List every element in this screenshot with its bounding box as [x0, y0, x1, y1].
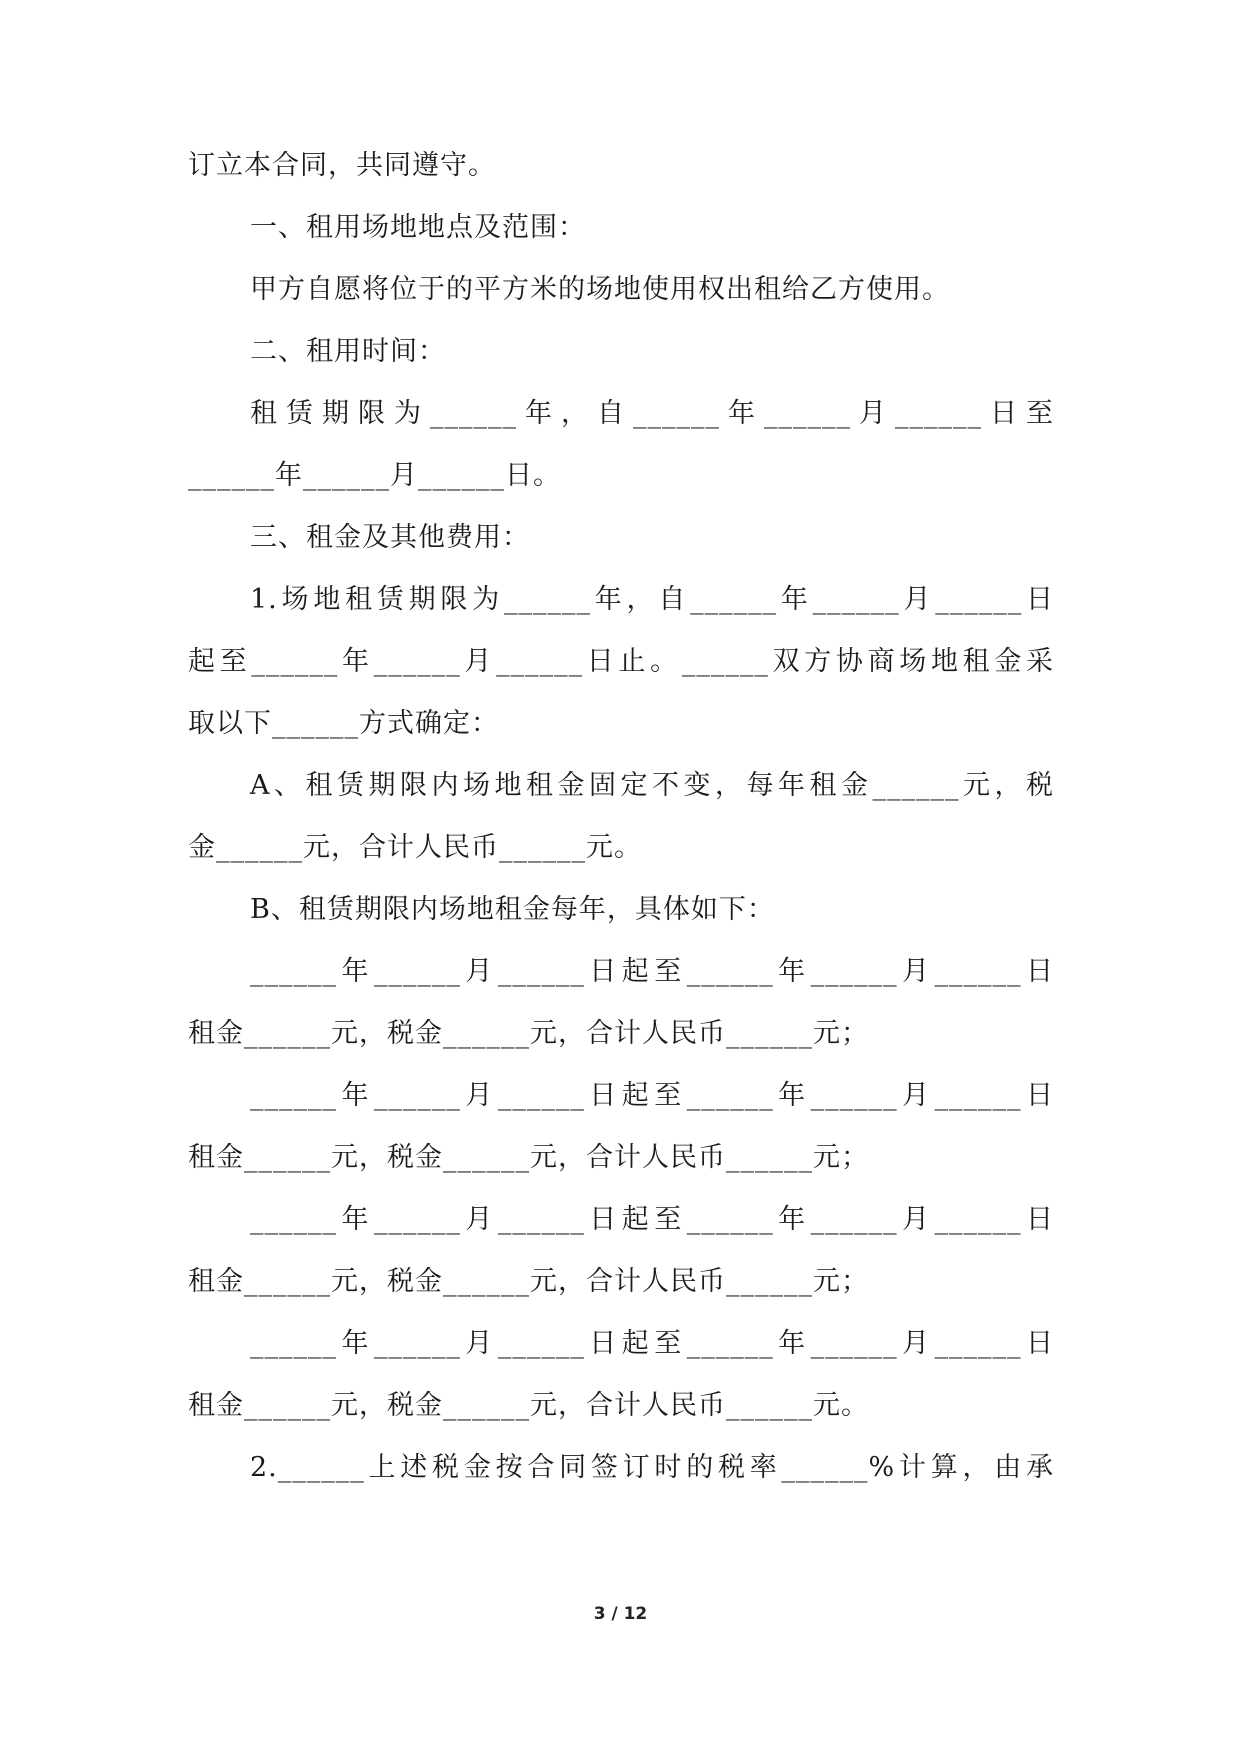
text-line: ______年______月______日。 [188, 460, 561, 491]
text-line: 租金______元，税金______元，合计人民币______元。 [188, 1390, 869, 1421]
text-line: ______年______月______日起至______年______月______日 [250, 1204, 1054, 1235]
text-line: 租金______元，税金______元，合计人民币______元； [188, 1142, 869, 1173]
text-line: ______年______月______日起至______年______月______日 [250, 956, 1054, 987]
section-heading: 二、租用时间： [250, 336, 446, 367]
text-line: ______年______月______日起至______年______月______日 [250, 1328, 1054, 1359]
text-line: 取以下______方式确定： [188, 708, 499, 739]
text-line: 1.场地租赁期限为______年，自______年______月______日 [250, 584, 1054, 615]
section-heading: 一、租用场地地点及范围： [250, 212, 586, 243]
text-line: 金______元，合计人民币______元。 [188, 832, 642, 863]
text-line: 租赁期限为______年，自______年______月______日至 [250, 398, 1054, 429]
text-line: 租金______元，税金______元，合计人民币______元； [188, 1018, 869, 1049]
text-line: B、租赁期限内场地租金每年，具体如下： [250, 894, 775, 925]
text-line: 甲方自愿将位于的平方米的场地使用权出租给乙方使用。 [250, 274, 950, 305]
text-line: 2.______上述税金按合同签订时的税率______%计算，由承 [250, 1452, 1054, 1483]
text-line: A、租赁期限内场地租金固定不变，每年租金______元，税 [250, 770, 1054, 801]
text-line: ______年______月______日起至______年______月______日 [250, 1080, 1054, 1111]
section-heading: 三、租金及其他费用： [250, 522, 530, 553]
text-line: 起至______年______月______日止。______双方协商场地租金采 [188, 646, 1054, 677]
page-number: 3 / 12 [593, 1604, 648, 1624]
text-line: 订立本合同，共同遵守。 [188, 150, 496, 181]
text-line: 租金______元，税金______元，合计人民币______元； [188, 1266, 869, 1297]
